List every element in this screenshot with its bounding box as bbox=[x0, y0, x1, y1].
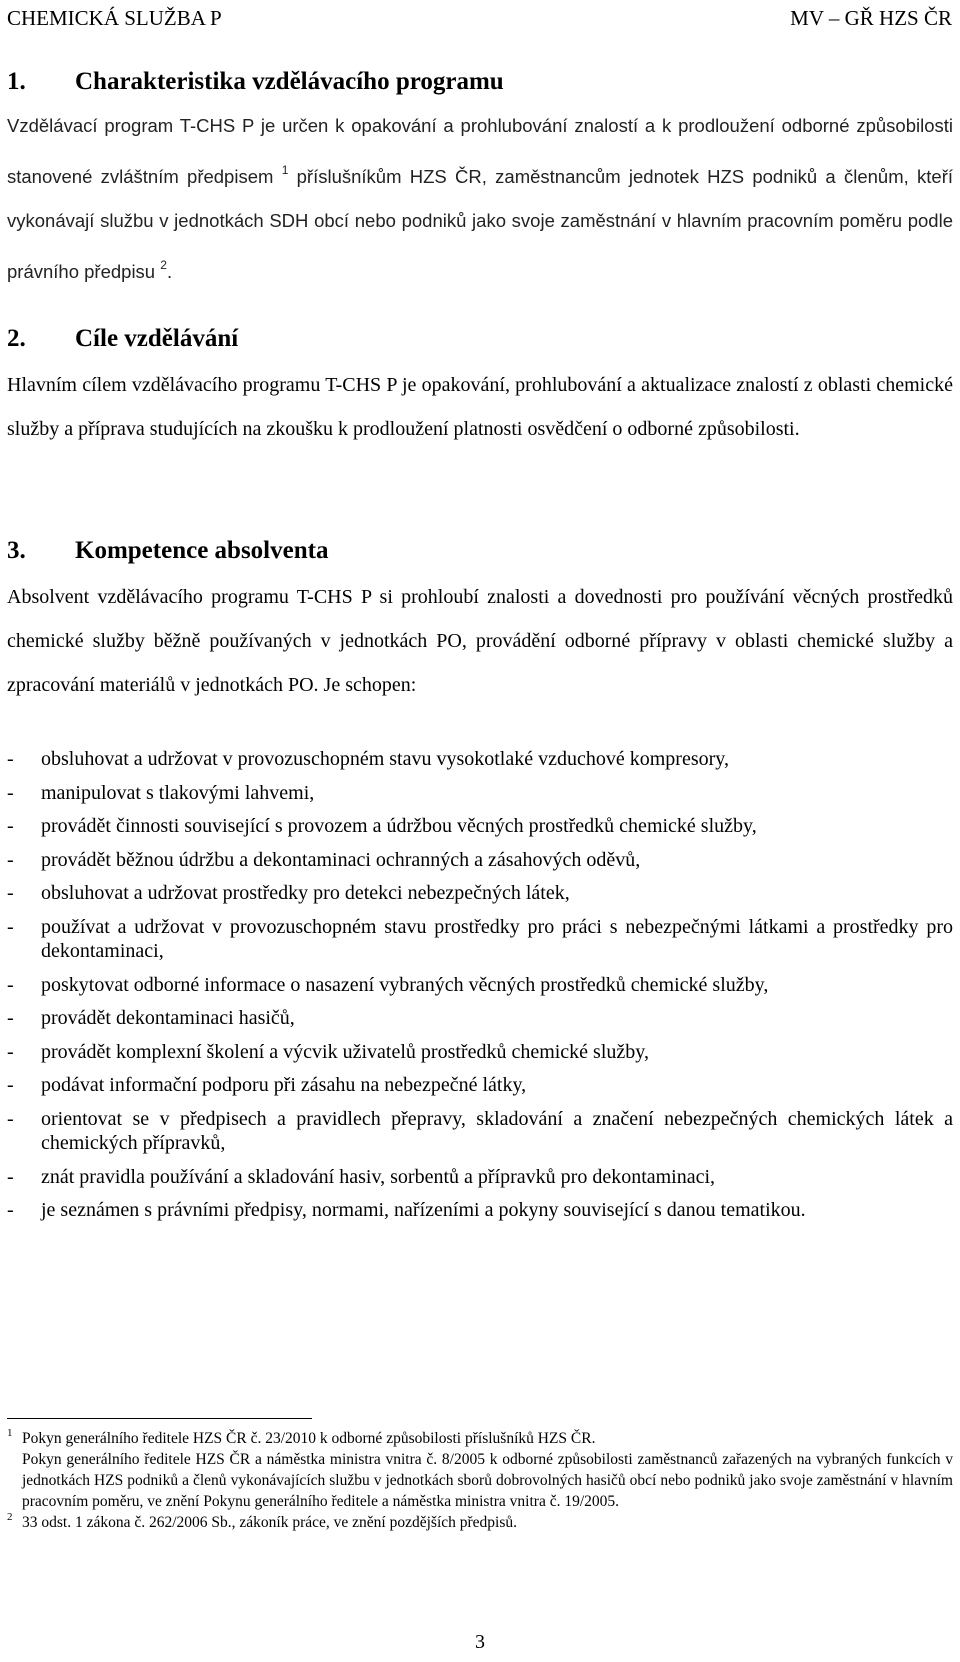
section-1-text-c: . bbox=[166, 261, 173, 282]
section-3-heading bbox=[7, 537, 328, 565]
page-header bbox=[7, 6, 952, 38]
list-item: - provádět komplexní školení a výcvik uživatelů prostředků chemické služby, bbox=[7, 1040, 649, 1063]
section-1-text-a: Vzdělávací program T-CHS P je určen k opakování a prohlubování znalostí a k prodloužení odborné způsobilosti stanovené zvláštním předpisem bbox=[7, 115, 953, 187]
footnote-1-line-1: Pokyn generálního ředitele HZS ČR č. 23/2010 k odborné způsobilosti příslušníků HZS ČR. bbox=[22, 1430, 596, 1447]
page-number: 3 bbox=[475, 1631, 485, 1653]
competence-list bbox=[7, 747, 953, 1232]
list-item: - provádět běžnou údržbu a dekontaminaci ochranných a zásahových oděvů, bbox=[7, 848, 641, 871]
section-2-number: 2. bbox=[7, 325, 26, 352]
section-3-paragraph: Absolvent vzdělávacího programu T-CHS P si prohloubí znalosti a dovednosti pro používání věcných prostředků chemické služby běžně používaných v jednotkách PO, provádění odborné přípravy v oblasti chemické služby a zpracování materiálů v jednotkách PO. Je schopen: bbox=[7, 586, 953, 696]
footnote-1-mark: 1 bbox=[7, 1427, 13, 1439]
footnote-separator bbox=[7, 1418, 312, 1419]
header-right-text: MV – GŘ HZS ČR bbox=[790, 6, 952, 30]
list-item: - provádět činnosti související s provozem a údržbou věcných prostředků chemické služby, bbox=[7, 815, 757, 837]
footnote-ref-1: 1 bbox=[281, 163, 289, 177]
list-item: - obsluhovat a udržovat v provozuschopném stavu vysokotlaké vzduchové kompresory, bbox=[7, 748, 729, 770]
footnote-1 bbox=[7, 1428, 953, 1512]
section-2-paragraph: Hlavním cílem vzdělávacího programu T-CHS P je opakování, prohlubování a aktualizace znalostí z oblasti chemické služby a příprava studujících na zkoušku k prodloužení platnosti osvědčení o odborné způsobilosti. bbox=[7, 374, 953, 440]
list-item: - orientovat se v předpisech a pravidlech přepravy, skladování a značení nebezpečných chemických látek a chemických přípravků, bbox=[7, 1107, 953, 1154]
section-3-number: 3. bbox=[7, 537, 26, 564]
list-item: - obsluhovat a udržovat prostředky pro detekci nebezpečných látek, bbox=[7, 882, 570, 904]
footnote-2-mark: 2 bbox=[7, 1511, 13, 1523]
section-1-heading bbox=[7, 68, 504, 96]
footnote-2 bbox=[7, 1512, 953, 1533]
list-item: - poskytovat odborné informace o nasazení vybraných věcných prostředků chemické služby, bbox=[7, 973, 769, 996]
list-item: - znát pravidla používání a skladování hasiv, sorbentů a přípravků pro dekontaminaci, bbox=[7, 1165, 716, 1188]
list-item: - je seznámen s právními předpisy, normami, nařízeními a pokyny související s danou tematikou. bbox=[7, 1199, 806, 1221]
footnotes bbox=[7, 1428, 953, 1533]
header-left-text: CHEMICKÁ SLUŽBA P bbox=[7, 6, 222, 30]
footnote-ref-2: 2 bbox=[160, 258, 167, 272]
footnote-2-line-1: 33 odst. 1 zákona č. 262/2006 Sb., zákoník práce, ve znění pozdějších předpisů. bbox=[22, 1514, 518, 1531]
footnote-1-line-2: Pokyn generálního ředitele HZS ČR a náměstka ministra vnitra č. 8/2005 k odborné způsobilosti zaměstnanců zařazených na vybraných funkcích v jednotkách HZS podniků a členů vykonávajících službu v jednotkách sborů dobrovolných hasičů obcí nebo podniků jako svoje zaměstnání v hlavním pracovním poměru, ve znění Pokynu generálního ředitele a náměstka ministra vnitra č. 19/2005. bbox=[22, 1451, 953, 1510]
section-1-number: 1. bbox=[7, 68, 26, 95]
list-item: - provádět dekontaminaci hasičů, bbox=[7, 1007, 295, 1029]
list-item: - podávat informační podporu při zásahu na nebezpečné látky, bbox=[7, 1074, 527, 1096]
section-1-title: Charakteristika vzdělávacího programu bbox=[75, 68, 504, 95]
list-item: - manipulovat s tlakovými lahvemi, bbox=[7, 781, 315, 804]
section-1-paragraph bbox=[7, 104, 953, 294]
section-2-title: Cíle vzdělávání bbox=[75, 325, 239, 352]
section-1-text-b: příslušníkům HZS ČR, zaměstnancům jednotek HZS podniků a členům, kteří vykonávají službu v jednotkách SDH obcí nebo podniků jako svoje zaměstnání v hlavním pracovním poměru podle právního předpisu bbox=[7, 166, 954, 282]
section-2-heading bbox=[7, 325, 238, 353]
list-item: - používat a udržovat v provozuschopném stavu prostředky pro práci s nebezpečnými látkami a prostředky pro dekontaminaci, bbox=[7, 915, 953, 962]
section-3-title: Kompetence absolventa bbox=[75, 537, 329, 564]
